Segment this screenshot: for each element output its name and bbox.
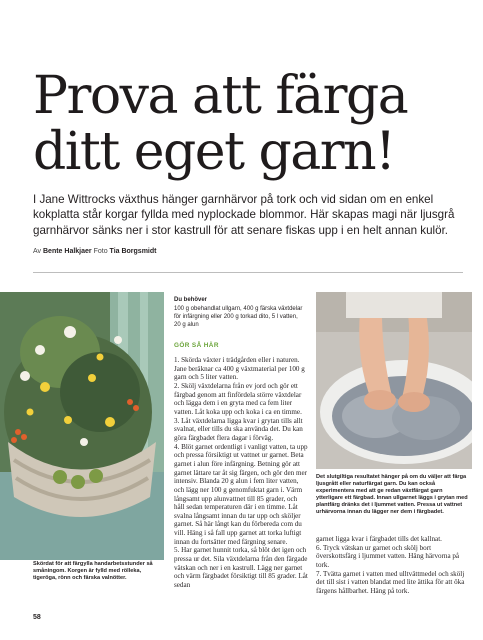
page-number: 58 [33, 614, 41, 621]
step-1: 1. Skörda växter i trädgården eller i naturen. Jane beräknar ca 400 g växtmaterial per 100 g garn och 5 liter vatten. [174, 356, 305, 382]
caption-basket-photo: Skördat för att färgylla handarbetsstunder så småningom. Korgen är fylld med rölleka, tigeröga, rönn och färska valnötter. [33, 561, 153, 582]
headline [33, 68, 463, 180]
instructions-heading: GÖR SÅ HÄR [174, 342, 219, 349]
step-5-continued: garnet ligga kvar i färgbadet tills det kallnat. [316, 535, 442, 543]
step-7: 7. Tvätta garnet i vatten med ulltvättmedel och skölj det till sist i vatten blandat med lite ättika för att öka färgens hållbarhet. Häng på tork. [316, 569, 465, 595]
step-5: 5. Har garnet hunnit torka, så blöt det igen och pressa ur det. Sila växtdelarna från den färgade vätskan och ner i en kastrull. Lägg ner garnet och värm färgbadet försiktigt till 85 grader. Låt sedan [174, 546, 308, 590]
byline [33, 248, 453, 255]
lead-paragraph: I Jane Wittrocks växthus hänger garnhärvor på tork och vid sidan om en enkel kokplatta står korgar fyllda med nyplockade blommor. Här skapas magi när ljusgrå garnhärvor sänks ner i stor kastrull för att senare fiskas upp i en helt annan kulör. [33, 193, 455, 237]
caption-yarn-photo: Det slutgiltiga resultatet hänger på om du väljer att färga ljusgrått eller naturfärgat garn. Du kan också experimentera med att ge redan växtfärgat garn ytterligare ett färgbad. Innan ullgarnet läggs i grytan med plantfärg dränks det i ljummet vatten. Pressa ut vattnet urhärvorna innan du lägger ner dem i färgbadet. [316, 474, 468, 516]
step-6: 6. Tryck vätskan ur garnet och skölj bort överskottsfärg i ljummet vatten. Häng härvorna på tork. [316, 543, 460, 569]
materials-list: 100 g obehandlat ullgarn, 400 g färska växtdelar för infärgning eller 200 g torkad dito, 5 l vatten, 20 g alun [174, 306, 303, 328]
headline-line-2: ditt eget garn! [33, 122, 395, 182]
instructions-column-right [316, 535, 468, 596]
materials-box [174, 296, 306, 329]
instructions-column-middle [174, 356, 308, 590]
step-2: 2. Skölj växtdelarna från ev jord och gör ett färgbad genom att finfördela större växtdelar och lägga dem i en gryta med ca fem liter vatten. Låt koka upp och koka i ca en timme. [174, 381, 302, 416]
materials-title: Du behöver [174, 297, 208, 303]
byline-author: Bente Halkjaer [43, 248, 92, 255]
byline-photo-prefix: Foto [91, 248, 110, 255]
divider [33, 272, 463, 273]
step-4: 4. Blöt garnet ordentligt i vanligt vatten, ta upp och pressa försiktigt ut vattnet ur garnet. Beta garnet i alun före infärgning. Betning gör att garnet lättare tar åt sig färgen, och gör den mer intensiv. Blanda 20 g alun i fem liter vatten, och lägg ner 100 g genomfuktat garn i. Värm långsamt upp alunvattnet till 85 grader, och håll sedan temperaturen där i en timme. Låt svalna långsamt innan du tar upp och sköljer garnet. Så här långt kan du förbereda com du vill. Häng i så fall upp garnet att torka luftigt innan du fortsätter med färgning senare. [174, 442, 308, 546]
byline-prefix: Av [33, 248, 43, 255]
byline-photographer: Tia Borgsmidt [109, 248, 157, 255]
yarn-dyeing-photo [316, 292, 472, 469]
flower-basket-photo [0, 292, 164, 560]
step-3: 3. Låt växtdelarna ligga kvar i grytan tills allt svalnat, eller tills du ska använda det. Du kan göra färgbadet flera dagar i förväg. [174, 416, 303, 442]
headline-line-1: Prova att färga [33, 66, 408, 126]
